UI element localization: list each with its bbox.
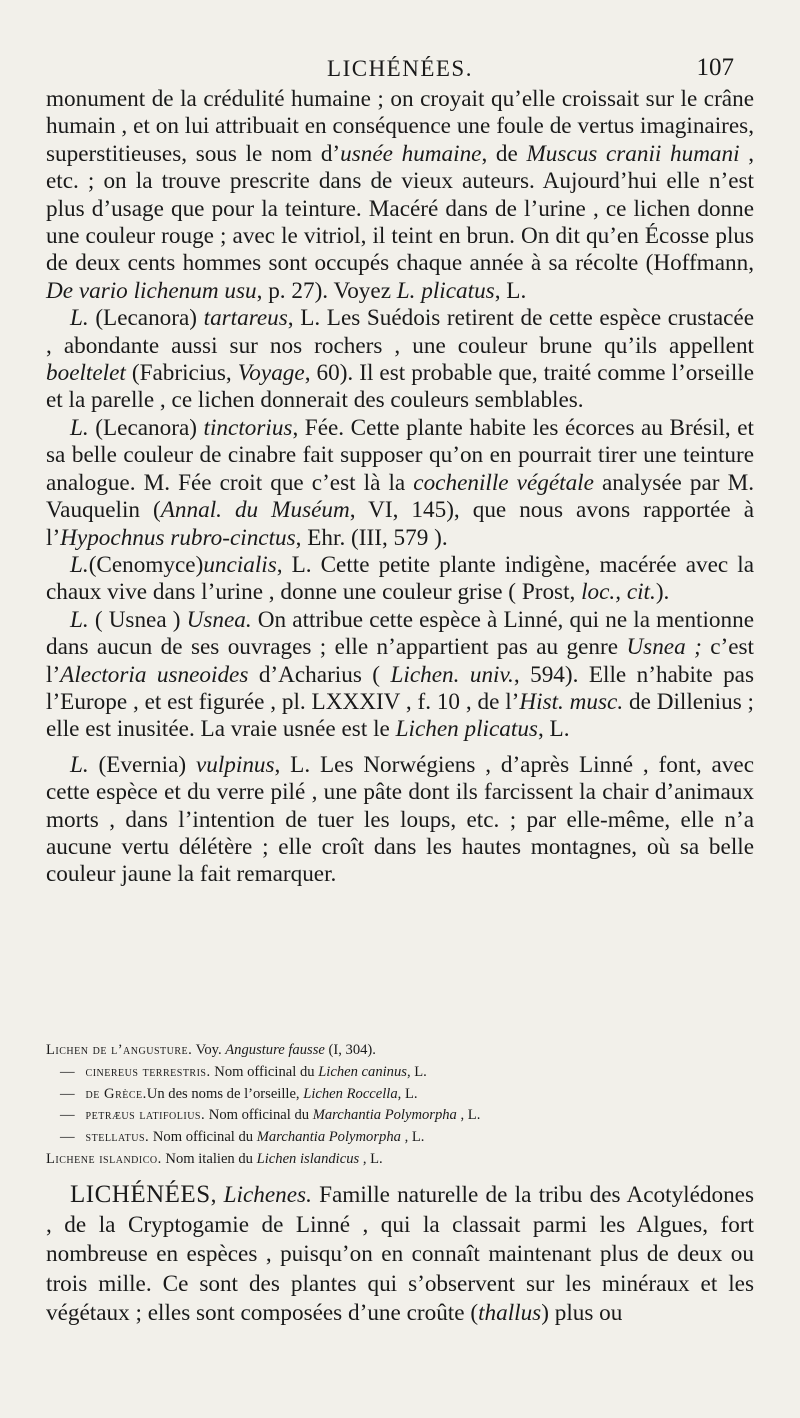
text-run: , p. 27). Voyez bbox=[256, 277, 397, 304]
text-run: Voy. bbox=[192, 1042, 226, 1058]
text-run: , L. bbox=[400, 1129, 425, 1146]
italic-run: L. bbox=[70, 551, 89, 578]
note-headword: Lichen de l’angusture. bbox=[46, 1042, 193, 1058]
note-headword: stellatus. bbox=[85, 1129, 150, 1146]
italic-run: loc., cit. bbox=[581, 579, 656, 606]
italic-run: Marchantia Polymorpha bbox=[312, 1107, 457, 1124]
note-headword: Lichene islandico. bbox=[46, 1150, 162, 1167]
italic-run: Hypochnus rubro-cinctus bbox=[60, 524, 296, 551]
italic-run: Lichenes. bbox=[223, 1182, 312, 1208]
text-run: , L. Cette petite plante indigène, macérée avec la chaux vive dans l’urine , donne une couleur grise ( Prost, bbox=[46, 551, 754, 606]
dash: — bbox=[60, 1063, 75, 1080]
italic-run: L. bbox=[70, 751, 89, 778]
italic-run: Lichen. univ. bbox=[390, 661, 514, 688]
note-row bbox=[46, 1062, 754, 1084]
text-run: Famille naturelle de la tribu des Acotylédones , de la Cryptogamie de Linné , qui la classait parmi les Algues, fort nombreuse en espèces , puisqu’on en connaît maintenant plus de deux ou trois mille. Ce sont des plantes qui s’observent sur les minéraux et les végétaux ; elles sont composées d’une croûte ( bbox=[46, 1182, 754, 1327]
text-run: analysée par M. Vauquelin ( bbox=[46, 469, 755, 524]
paragraph-usnee-humaine bbox=[46, 86, 754, 305]
text-run: , L. Les Suédois retirent de cette espèce crustacée , abondante aussi sur nos rochers , une couleur brune qu’ils appellent bbox=[46, 305, 754, 359]
text-run: , L. Les Norwégiens , d’après Linné , font, avec cette espèce et du verre pilé , une pâte dont ils farcissent la chair d’animaux morts , dans l’intention de tuer les loups, etc. ; par elle-même, elle n’a aucune vertu délétère ; elle croît dans les hautes montagnes, où sa belle couleur jaune la fait remarquer. bbox=[46, 751, 754, 888]
entry-headword: LICHÉNÉES bbox=[70, 1181, 211, 1208]
dash: — bbox=[60, 1085, 75, 1102]
text-run: Nom officinal du bbox=[149, 1129, 257, 1146]
italic-run: Lichen islandicus bbox=[256, 1150, 360, 1167]
italic-run: thallus bbox=[478, 1300, 542, 1327]
page-header bbox=[0, 52, 800, 86]
cross-reference-notes bbox=[46, 1040, 754, 1171]
italic-run: usnée humaine bbox=[340, 140, 482, 167]
italic-run: uncialis bbox=[203, 551, 277, 578]
running-head: LICHÉNÉES. bbox=[327, 56, 473, 81]
text-run: Un des noms de l’orseille, bbox=[146, 1085, 304, 1102]
text-run: , L. bbox=[406, 1063, 427, 1080]
italic-run: Lichen plicatus bbox=[395, 716, 538, 743]
paragraph-vulpinus bbox=[46, 752, 754, 889]
italic-run: boeltelet bbox=[46, 360, 126, 387]
italic-run: L. plicatus bbox=[396, 277, 495, 304]
paragraph-tartareus bbox=[46, 305, 754, 415]
text-run: (Lecanora) bbox=[88, 305, 204, 332]
text-run: Nom italien du bbox=[161, 1150, 257, 1167]
dash: — bbox=[60, 1129, 75, 1146]
italic-run: Voyage bbox=[237, 360, 305, 387]
italic-run: cochenille végétale bbox=[413, 469, 594, 496]
italic-run: L. bbox=[70, 606, 89, 633]
text-run: On attribue cette espèce à Linné, qui ne la mentionne dans aucun de ses ouvrages ; elle n’appartient pas au genre bbox=[46, 606, 754, 661]
paragraph-tinctorius bbox=[46, 415, 754, 552]
italic-run: Annal. du Muséum bbox=[160, 497, 350, 524]
italic-run: L. bbox=[70, 414, 89, 441]
text-run: , L. bbox=[397, 1085, 418, 1102]
text-run: , etc. ; on la trouve prescrite dans de vieux auteurs. Aujourd’hui elle n’est plus d’usage que pour la teinture. Macéré dans de l’urine , ce lichen donne une couleur rouge ; avec le vitriol, il teint en brun. On dit qu’en Écosse plus de deux cents hommes sont occupés chaque année à sa récolte (Hoffmann, bbox=[46, 140, 755, 277]
italic-run: Usnea ; bbox=[626, 634, 702, 661]
text-run: , L. bbox=[456, 1107, 481, 1124]
italic-run: Usnea. bbox=[186, 606, 252, 633]
italic-run: Alectoria usneoides bbox=[60, 661, 249, 688]
text-run: de Dillenius ; elle est inusitée. La vraie usnée est le bbox=[46, 688, 754, 743]
text-run: Nom officinal du bbox=[205, 1107, 313, 1124]
note-row bbox=[46, 1105, 754, 1127]
text-run: , de bbox=[481, 140, 527, 167]
note-row bbox=[46, 1127, 754, 1149]
text-run: ). bbox=[655, 579, 670, 606]
italic-run: Muscus cranii humani bbox=[526, 140, 740, 167]
lichenees-entry bbox=[46, 1180, 754, 1329]
text-run: (Cenomyce) bbox=[88, 551, 204, 578]
text-run: , L. bbox=[494, 277, 527, 304]
italic-run: vulpinus bbox=[195, 751, 275, 778]
italic-run: Hist. musc. bbox=[519, 688, 624, 715]
note-headword: petræus latifolius. bbox=[85, 1107, 206, 1124]
text-run: monument de la crédulité humaine ; on croyait qu’elle croissait sur le crâne humain , et on lui attribuait en conséquence une foule de vertus imaginaires, superstitieuses, sous le nom d’ bbox=[46, 86, 754, 167]
text-run: (Lecanora) bbox=[88, 414, 204, 441]
dash: — bbox=[60, 1107, 75, 1124]
italic-run: tartareus bbox=[203, 305, 288, 332]
paragraph-usnea bbox=[46, 607, 754, 744]
italic-run: Lichen Roccella bbox=[303, 1085, 398, 1102]
note-row bbox=[46, 1149, 754, 1171]
text-run: c’est l’ bbox=[46, 634, 754, 688]
note-headword: de Grèce. bbox=[85, 1085, 147, 1102]
italic-run: Angusture fausse bbox=[225, 1042, 325, 1058]
italic-run: L. bbox=[70, 305, 89, 332]
text-run: , L. bbox=[359, 1150, 383, 1167]
note-row bbox=[46, 1084, 754, 1106]
page-number: 107 bbox=[696, 54, 734, 81]
text-run: , L. bbox=[537, 716, 570, 743]
italic-run: Lichen caninus bbox=[318, 1063, 407, 1080]
note-row bbox=[46, 1040, 754, 1062]
text-run: , 594). Elle n’habite pas l’Europe , et est figurée , pl. LXXXIV , f. 10 , de l’ bbox=[46, 661, 755, 715]
text-run: (Fabricius, bbox=[125, 360, 238, 387]
text-run: Nom officinal du bbox=[210, 1063, 319, 1080]
text-run: , Ehr. (III, 579 ). bbox=[295, 524, 448, 551]
paragraph-lichenees bbox=[46, 1180, 754, 1329]
text-run: ) plus ou bbox=[541, 1300, 623, 1327]
text-run: (Evernia) bbox=[88, 751, 196, 778]
paragraph-uncialis bbox=[46, 552, 754, 607]
italic-run: De vario lichenum usu bbox=[46, 277, 257, 304]
italic-run: Marchantia Polymorpha bbox=[256, 1129, 401, 1146]
text-run: , bbox=[210, 1182, 224, 1208]
text-run: ( Usnea ) bbox=[88, 606, 187, 633]
text-run: , VI, 145), que nous avons rapportée à l’ bbox=[46, 497, 754, 551]
italic-run: tinctorius bbox=[203, 414, 293, 441]
text-run: , Fée. Cette plante habite les écorces au Brésil, et sa belle couleur de cinabre fait supposer qu’on en pourrait tirer une teinture analogue. M. Fée croit que c’est là la bbox=[46, 414, 754, 496]
main-text bbox=[46, 86, 754, 889]
text-run: (I, 304). bbox=[324, 1042, 376, 1058]
text-run: , 60). Il est probable que, traité comme l’orseille et la parelle , ce lichen donnerait des couleurs semblables. bbox=[46, 360, 754, 414]
text-run: d’Acharius ( bbox=[248, 661, 391, 688]
note-headword: cinereus terrestris. bbox=[85, 1063, 211, 1080]
